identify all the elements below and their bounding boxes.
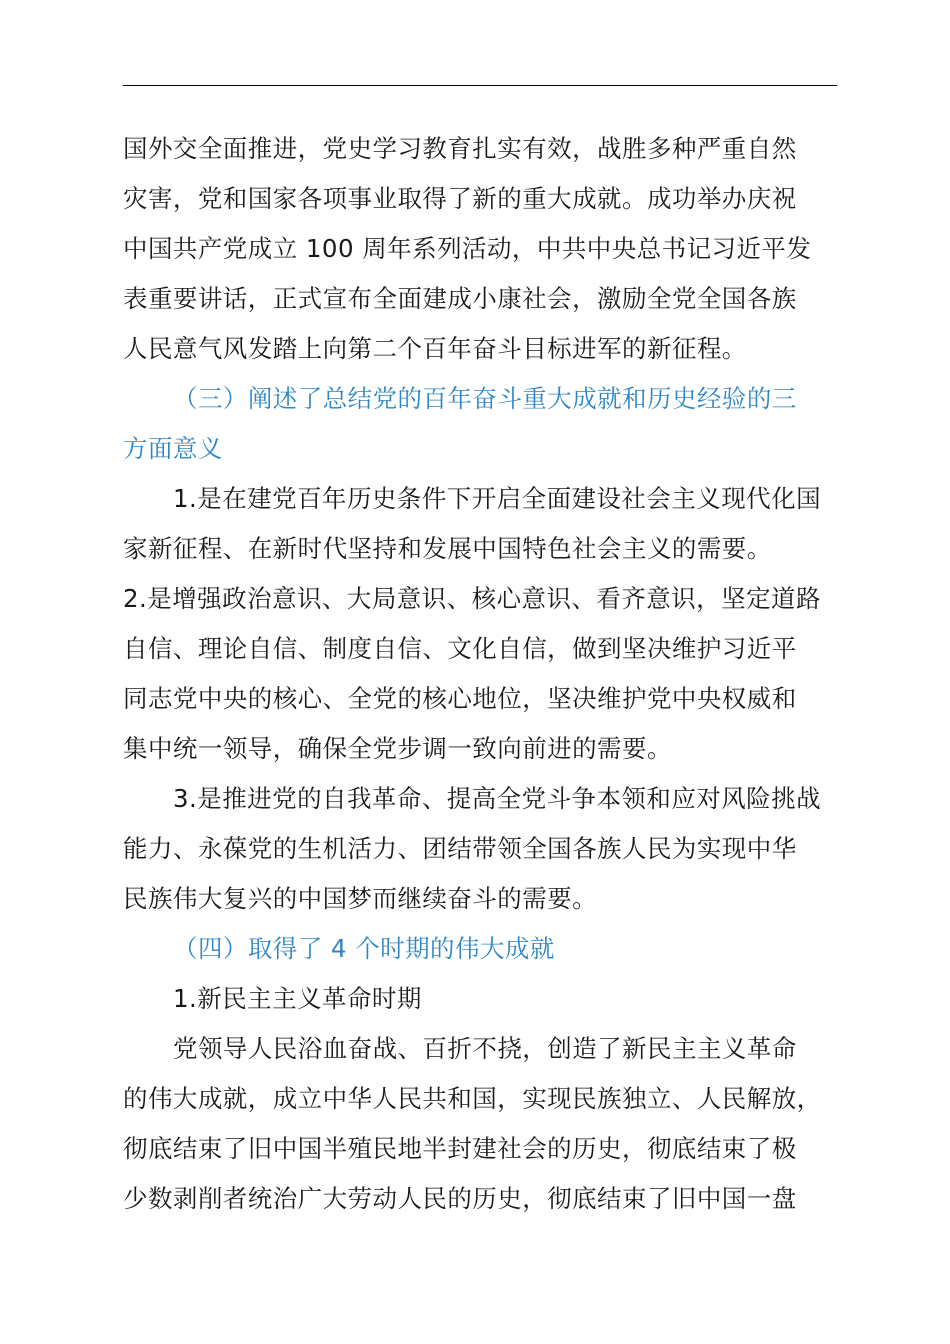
body-text-line: 中国共产党成立 100 周年系列活动，中共中央总书记习近平发: [123, 234, 812, 263]
body-text-line: 的伟大成就，成立中华人民共和国，实现民族独立、人民解放，: [123, 1084, 822, 1113]
section-heading-three-cont: 方面意义: [123, 434, 223, 463]
body-text-line: 人民意气风发踏上向第二个百年奋斗目标进军的新征程。: [123, 334, 747, 363]
list-item-2-cont: 同志党中央的核心、全党的核心地位，坚决维护党中央权威和: [123, 684, 797, 713]
subsection-title: 1.新民主主义革命时期: [173, 984, 422, 1013]
list-item-1-cont: 家新征程、在新时代坚持和发展中国特色社会主义的需要。: [123, 534, 772, 563]
list-item-2-cont: 自信、理论自信、制度自信、文化自信，做到坚决维护习近平: [123, 634, 797, 663]
body-text-line: 少数剥削者统治广大劳动人民的历史，彻底结束了旧中国一盘: [123, 1184, 797, 1213]
header-rule: [123, 85, 837, 86]
body-text-line: 彻底结束了旧中国半殖民地半封建社会的历史，彻底结束了极: [123, 1134, 797, 1163]
list-item-3: 3.是推进党的自我革命、提高全党斗争本领和应对风险挑战: [173, 784, 822, 813]
body-text-line: 灾害，党和国家各项事业取得了新的重大成就。成功举办庆祝: [123, 184, 797, 213]
body-text-line: 国外交全面推进，党史学习教育扎实有效，战胜多种严重自然: [123, 134, 797, 163]
list-item-2: 2.是增强政治意识、大局意识、核心意识、看齐意识，坚定道路: [123, 584, 821, 613]
list-item-3-cont: 民族伟大复兴的中国梦而继续奋斗的需要。: [123, 884, 598, 913]
section-heading-four: （四）取得了 4 个时期的伟大成就: [173, 934, 555, 963]
section-heading-three: （三）阐述了总结党的百年奋斗重大成就和历史经验的三: [173, 384, 797, 413]
body-text-line: 表重要讲话，正式宣布全面建成小康社会，激励全党全国各族: [123, 284, 797, 313]
body-text-line: 党领导人民浴血奋战、百折不挠，创造了新民主主义革命: [173, 1034, 797, 1063]
list-item-3-cont: 能力、永葆党的生机活力、团结带领全国各族人民为实现中华: [123, 834, 797, 863]
list-item-1: 1.是在建党百年历史条件下开启全面建设社会主义现代化国: [173, 484, 822, 513]
list-item-2-cont: 集中统一领导，确保全党步调一致向前进的需要。: [123, 734, 672, 763]
